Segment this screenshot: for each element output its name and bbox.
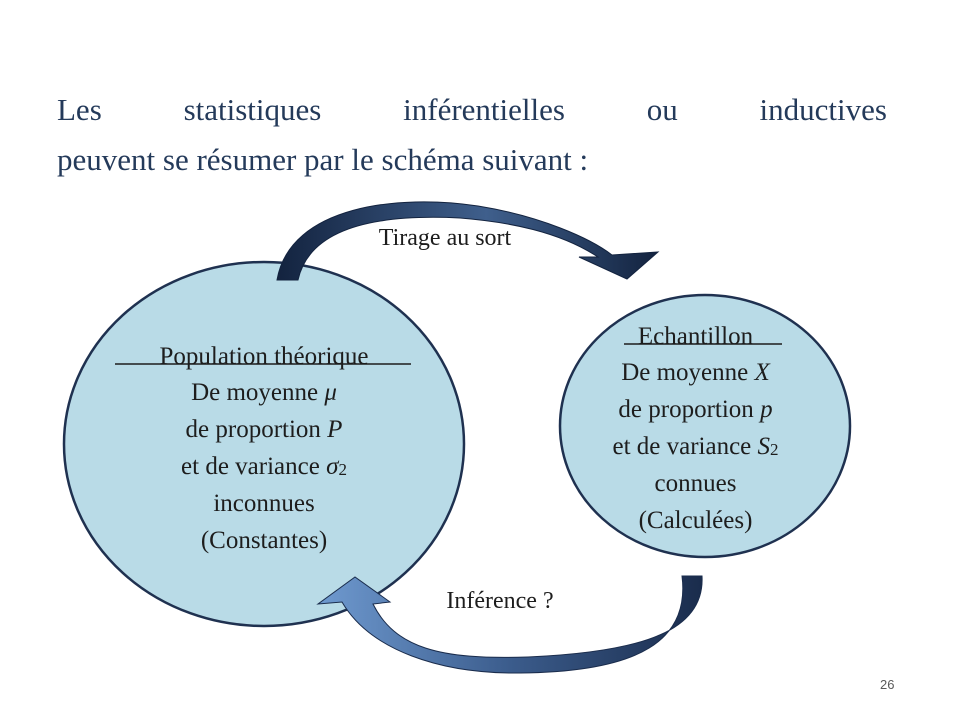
inference-arrow-label: Inférence ?: [446, 588, 554, 614]
sample-variance-exponent: 2: [770, 440, 779, 459]
population-mean: [114, 374, 414, 411]
population-proportion: [114, 411, 414, 448]
population-mean-symbol: μ: [324, 379, 337, 406]
sample-variance-symbol: S: [757, 433, 771, 460]
population-variance-symbol: σ: [326, 453, 339, 480]
heading-word: Les: [57, 92, 102, 127]
sample-variance-label: et de variance: [612, 433, 752, 460]
sample-status: connues: [654, 470, 737, 497]
sample-note: (Calculées): [638, 507, 753, 534]
sample-variance: [563, 428, 828, 465]
sample-mean-label: De moyenne: [621, 359, 749, 386]
population-note: (Constantes): [200, 527, 328, 554]
population-variance-exponent: 2: [338, 460, 347, 479]
sample-proportion-symbol: p: [760, 396, 773, 423]
population-title: Population théorique: [159, 343, 369, 370]
page-number: 26: [880, 677, 895, 692]
sample-title: Echantillon: [637, 323, 754, 350]
population-proportion-label: de proportion: [185, 416, 321, 443]
population-mean-label: De moyenne: [191, 379, 319, 406]
sample-mean-symbol: X: [754, 359, 770, 386]
sample-text: [563, 320, 828, 539]
population-status: inconnues: [213, 490, 315, 517]
heading-word: statistiques: [183, 92, 322, 127]
population-variance-label: et de variance: [181, 453, 320, 480]
heading-word: inférentielles: [403, 92, 565, 127]
population-variance: [114, 448, 414, 485]
population-text: [114, 340, 414, 559]
heading-line-2: peuvent se résumer par le schéma suivant :: [57, 142, 589, 177]
sample-proportion: [563, 391, 828, 428]
population-proportion-symbol: P: [327, 416, 343, 443]
sample-mean: [563, 354, 828, 391]
heading-word: ou: [646, 92, 678, 127]
sampling-arrow-label: Tirage au sort: [378, 225, 512, 251]
heading-word: inductives: [759, 92, 887, 127]
sample-proportion-label: de proportion: [618, 396, 754, 423]
